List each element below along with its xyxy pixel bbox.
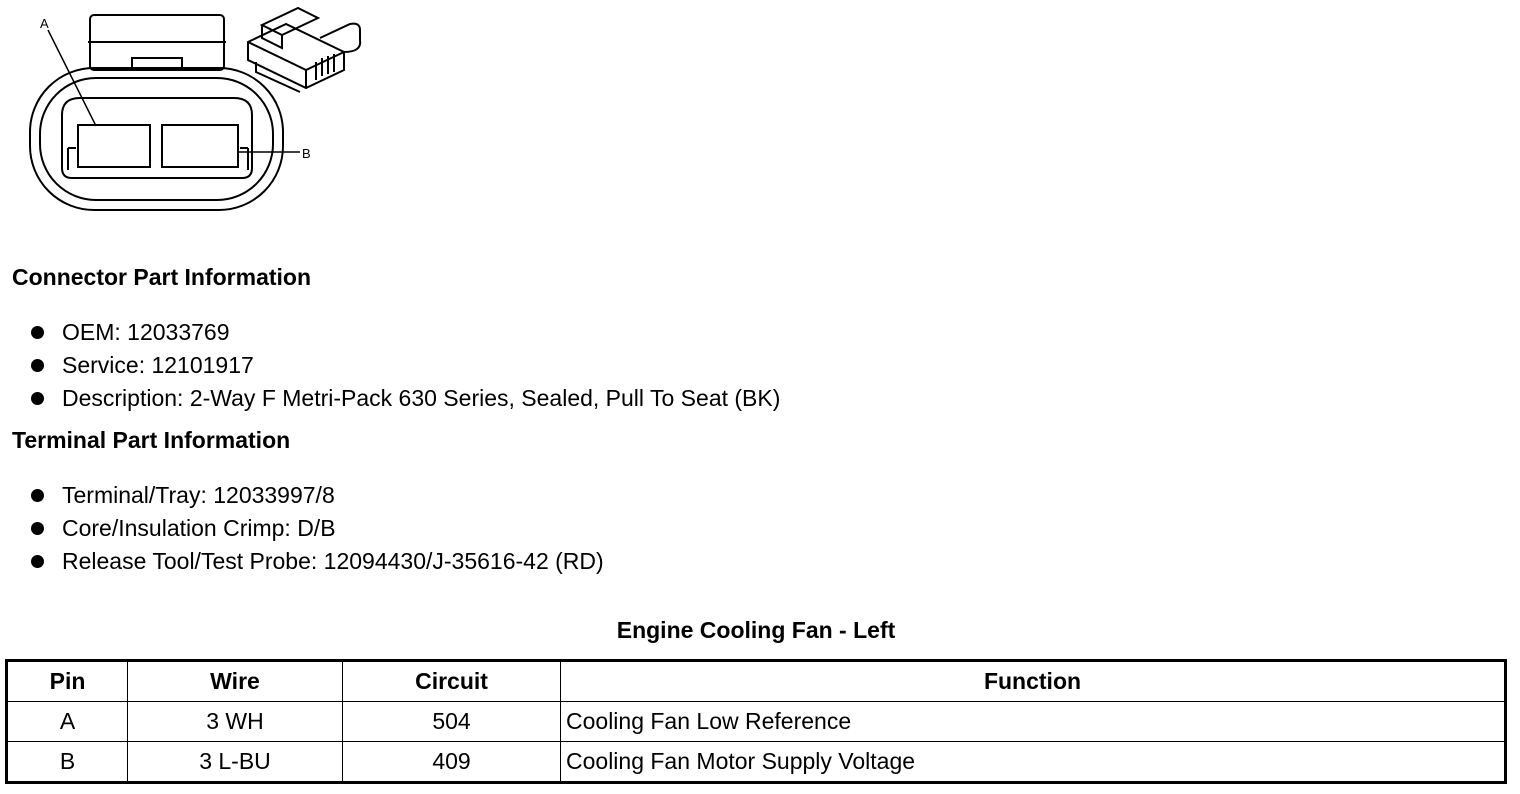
bullet-icon bbox=[31, 326, 44, 339]
list-item bbox=[28, 349, 780, 382]
bullet-icon bbox=[31, 392, 44, 405]
connector-oem-text: OEM: 12033769 bbox=[62, 319, 230, 345]
list-item bbox=[28, 479, 604, 512]
callout-b-label: B bbox=[302, 146, 311, 161]
connector-diagram bbox=[0, 0, 380, 220]
bullet-icon bbox=[31, 555, 44, 568]
terminal-crimp-text: Core/Insulation Crimp: D/B bbox=[62, 515, 336, 541]
cell-function: Cooling Fan Motor Supply Voltage bbox=[561, 742, 1506, 783]
cell-circuit: 409 bbox=[343, 742, 561, 783]
connector-service-text: Service: 12101917 bbox=[62, 352, 254, 378]
bullet-icon bbox=[31, 522, 44, 535]
terminal-tray-text: Terminal/Tray: 12033997/8 bbox=[62, 482, 335, 508]
header-function: Function bbox=[561, 661, 1506, 702]
terminal-release-tool-text: Release Tool/Test Probe: 12094430/J-35616-42 (RD) bbox=[62, 548, 604, 574]
list-item bbox=[28, 382, 780, 415]
header-pin: Pin bbox=[7, 661, 128, 702]
table-row bbox=[7, 742, 1506, 783]
cell-pin: B bbox=[7, 742, 128, 783]
header-circuit: Circuit bbox=[343, 661, 561, 702]
bullet-icon bbox=[31, 359, 44, 372]
terminal-info-list bbox=[28, 479, 604, 578]
cell-pin: A bbox=[7, 702, 128, 742]
pin-table bbox=[5, 659, 1507, 784]
pin-table-title: Engine Cooling Fan - Left bbox=[616, 617, 896, 643]
connector-info-heading: Connector Part Information bbox=[12, 264, 312, 290]
connector-description-text: Description: 2-Way F Metri-Pack 630 Series, Sealed, Pull To Seat (BK) bbox=[62, 385, 781, 411]
bullet-icon bbox=[31, 489, 44, 502]
connector-face-illustration bbox=[0, 0, 380, 220]
connector-info-list bbox=[28, 316, 780, 415]
cell-wire: 3 WH bbox=[128, 702, 343, 742]
cell-wire: 3 L-BU bbox=[128, 742, 343, 783]
callout-a-label: A bbox=[40, 16, 49, 31]
header-wire: Wire bbox=[128, 661, 343, 702]
list-item bbox=[28, 316, 780, 349]
list-item bbox=[28, 545, 604, 578]
table-header-row bbox=[7, 661, 1506, 702]
list-item bbox=[28, 512, 604, 545]
cell-circuit: 504 bbox=[343, 702, 561, 742]
cell-function: Cooling Fan Low Reference bbox=[561, 702, 1506, 742]
table-row bbox=[7, 702, 1506, 742]
terminal-info-heading: Terminal Part Information bbox=[12, 427, 291, 453]
